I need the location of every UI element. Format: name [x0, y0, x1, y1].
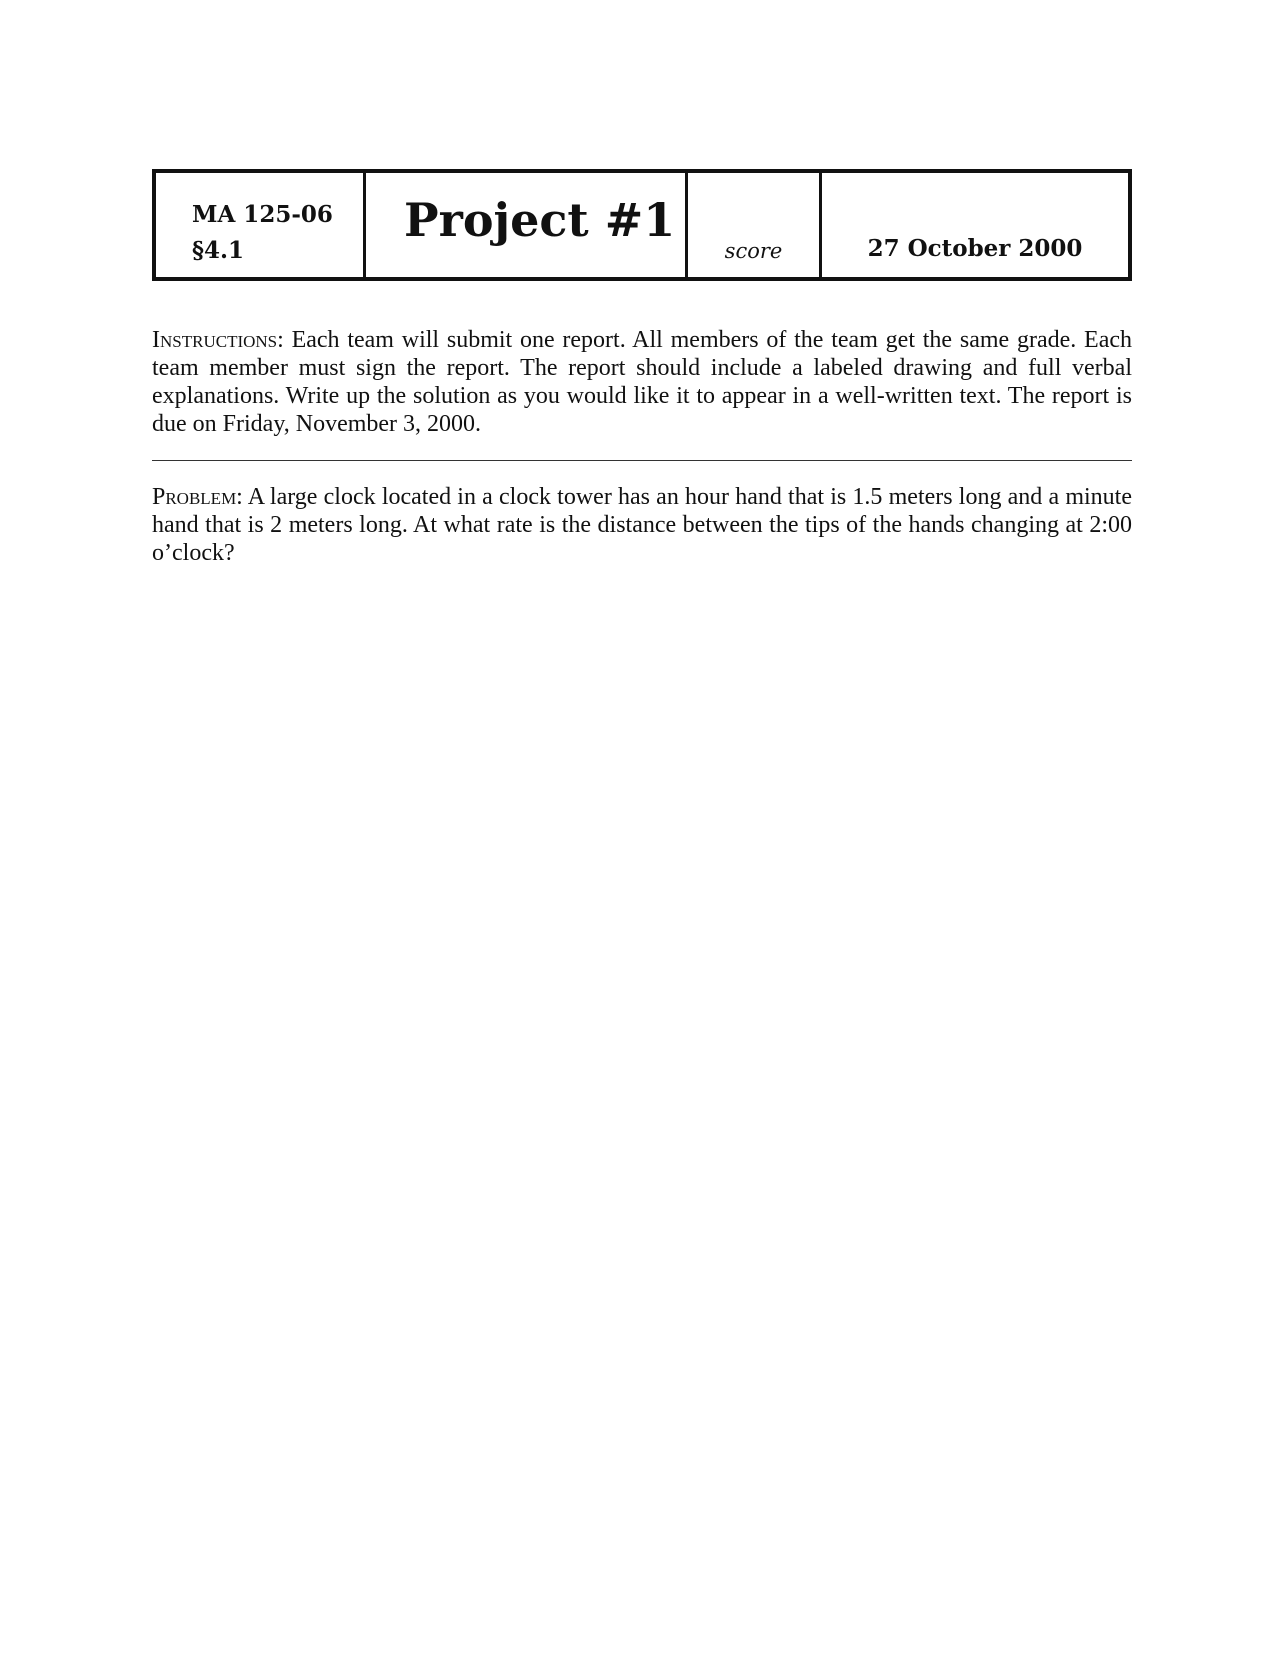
- problem-label: Problem:: [152, 484, 243, 510]
- instructions-paragraph: [152, 326, 1132, 438]
- instructions-label: Instructions:: [152, 327, 284, 353]
- course-code: MA 125-06: [192, 201, 333, 228]
- header-box: [152, 169, 1132, 281]
- section-divider: [152, 460, 1132, 461]
- problem-paragraph: [152, 483, 1132, 567]
- document-page: [152, 169, 1132, 567]
- problem-text: A large clock located in a clock tower has an hour hand that is 1.5 meters long and a minute hand that is 2 meters long. At what rate is the distance between the tips of the hands changing at 2:00 o’clock?: [152, 484, 1132, 566]
- score-cell: [688, 173, 822, 277]
- score-label: score: [724, 239, 783, 263]
- date-cell: [822, 173, 1128, 277]
- course-section: §4.1: [192, 237, 245, 264]
- instructions-text: Each team will submit one report. All members of the team get the same grade. Each team member must sign the report. The report should include a labeled drawing and full verbal explanations. Write up the solution as you would like it to appear in a well-written text. The report is due on Friday, November 3, 2000.: [152, 327, 1132, 437]
- date-value: 27 October 2000: [867, 235, 1083, 262]
- course-cell: [156, 173, 366, 277]
- project-title: Project #1: [404, 193, 676, 247]
- title-cell: [366, 173, 688, 277]
